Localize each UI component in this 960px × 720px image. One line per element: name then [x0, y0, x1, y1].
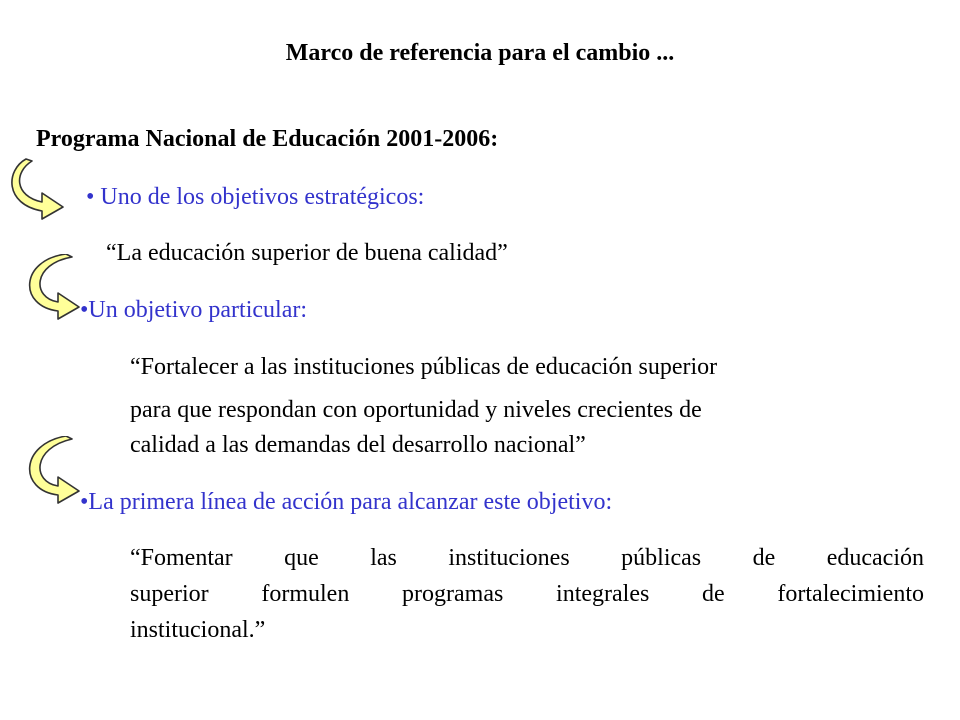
quote-text: superior formulen programas integrales de fortalecimiento [130, 581, 924, 607]
slide-title: Marco de referencia para el cambio ... [285, 40, 675, 66]
program-heading: Programa Nacional de Educación 2001-2006: [36, 126, 499, 152]
quote-text: “La educación superior de buena calidad” [106, 240, 508, 266]
curved-arrow-icon [10, 158, 66, 220]
quote-text: para que respondan con oportunidad y niveles crecientes de [130, 397, 702, 423]
curved-arrow-icon [26, 254, 82, 320]
bullet-heading: • Uno de los objetivos estratégicos: [86, 184, 425, 210]
justified-quote [130, 544, 924, 652]
quote-text: “Fortalecer a las instituciones públicas de educación superior [130, 354, 718, 380]
bullet-heading: •La primera línea de acción para alcanzar este objetivo: [80, 489, 613, 515]
quote-text: institucional.” [130, 617, 266, 643]
quote-text: “Fomentar que las instituciones públicas de educación [130, 545, 924, 571]
curved-arrow-icon [26, 436, 82, 504]
bullet-heading: •Un objetivo particular: [80, 297, 308, 323]
quote-text: calidad a las demandas del desarrollo nacional” [130, 432, 586, 458]
